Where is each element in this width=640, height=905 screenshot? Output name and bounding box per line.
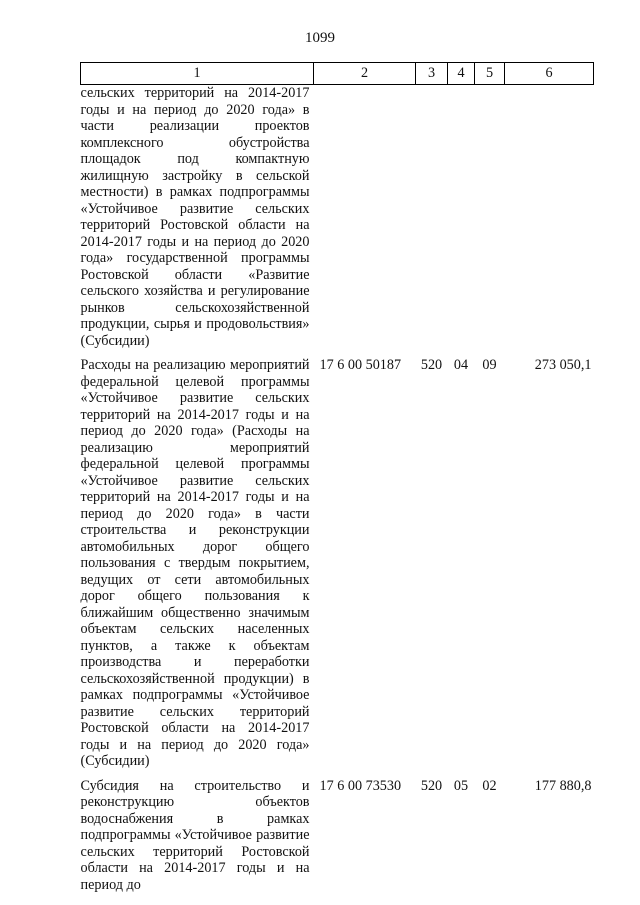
row-subsection: 02 (482, 777, 497, 794)
row-section: 04 (453, 357, 469, 373)
table-row (81, 770, 594, 894)
budget-table (80, 62, 594, 893)
row-target-code: 17 6 00 50187 (319, 357, 402, 373)
row-section (448, 85, 475, 350)
row-target-code: 17 6 00 73530 (319, 777, 402, 794)
header-col-5: 5 (475, 63, 505, 85)
row-description: Расходы на реализацию мероприятий федеральной целевой программы «Устойчивое развитие сельских территорий на 2014-2017 годы и на период до 2020 года» (Расходы на реализацию мероприятий федеральной целевой программы «Устойчивое развитие сельских территорий на 2014-2017 годы и на период до 2020 года» в части строительства и реконструкции автомобильных дорог общего пользования с твердым покрытием, ведущих от сети автомобильных дорог общего пользования к ближайшим общественно значимым объектам сельских населенных пунктов, а также к объектам производства и переработки сельскохозяйственной продукции) в рамках подпрограммы «Устойчивое развитие сельских территорий Ростовской области на 2014-2017 годы и на период до 2020 года» (Субсидии) (80, 357, 310, 769)
row-amount (505, 85, 594, 350)
row-subsection: 09 (482, 357, 497, 373)
header-col-1: 1 (81, 63, 314, 85)
row-expense-type: 520 (420, 777, 443, 794)
header-col-2: 2 (314, 63, 416, 85)
row-amount: 273 050,1 (534, 357, 592, 373)
page-number: 1099 (305, 30, 335, 46)
row-description: Субсидия на строительство и реконструкцию объектов водоснабжения в рамках подпрограммы «Устойчивое развитие сельских территорий Ростовской области на 2014-2017 годы и на период до (80, 777, 310, 893)
row-amount: 177 880,8 (534, 777, 592, 794)
row-subsection (475, 85, 505, 350)
header-col-3: 3 (416, 63, 448, 85)
row-expense-type (416, 85, 448, 350)
row-description: сельских территорий на 2014-2017 годы и на период до 2020 года» в части реализации проектов комплексного обустройства площадок под компактную жилищную застройку в сельской местности) в рамках подпрограммы «Устойчивое развитие сельских территорий Ростовской области на 2014-2017 годы и на период до 2020 года» государственной программы Ростовской области «Развитие сельского хозяйства и регулирование рынков сельскохозяйственной продукции, сырья и продовольствия» (Субсидии) (80, 85, 310, 349)
row-target-code (314, 85, 416, 350)
table-row (81, 85, 594, 350)
table-row (81, 349, 594, 770)
table-header-row (81, 63, 594, 85)
row-expense-type: 520 (420, 357, 443, 373)
header-col-4: 4 (448, 63, 475, 85)
row-section: 05 (453, 777, 469, 794)
header-col-6: 6 (505, 63, 594, 85)
